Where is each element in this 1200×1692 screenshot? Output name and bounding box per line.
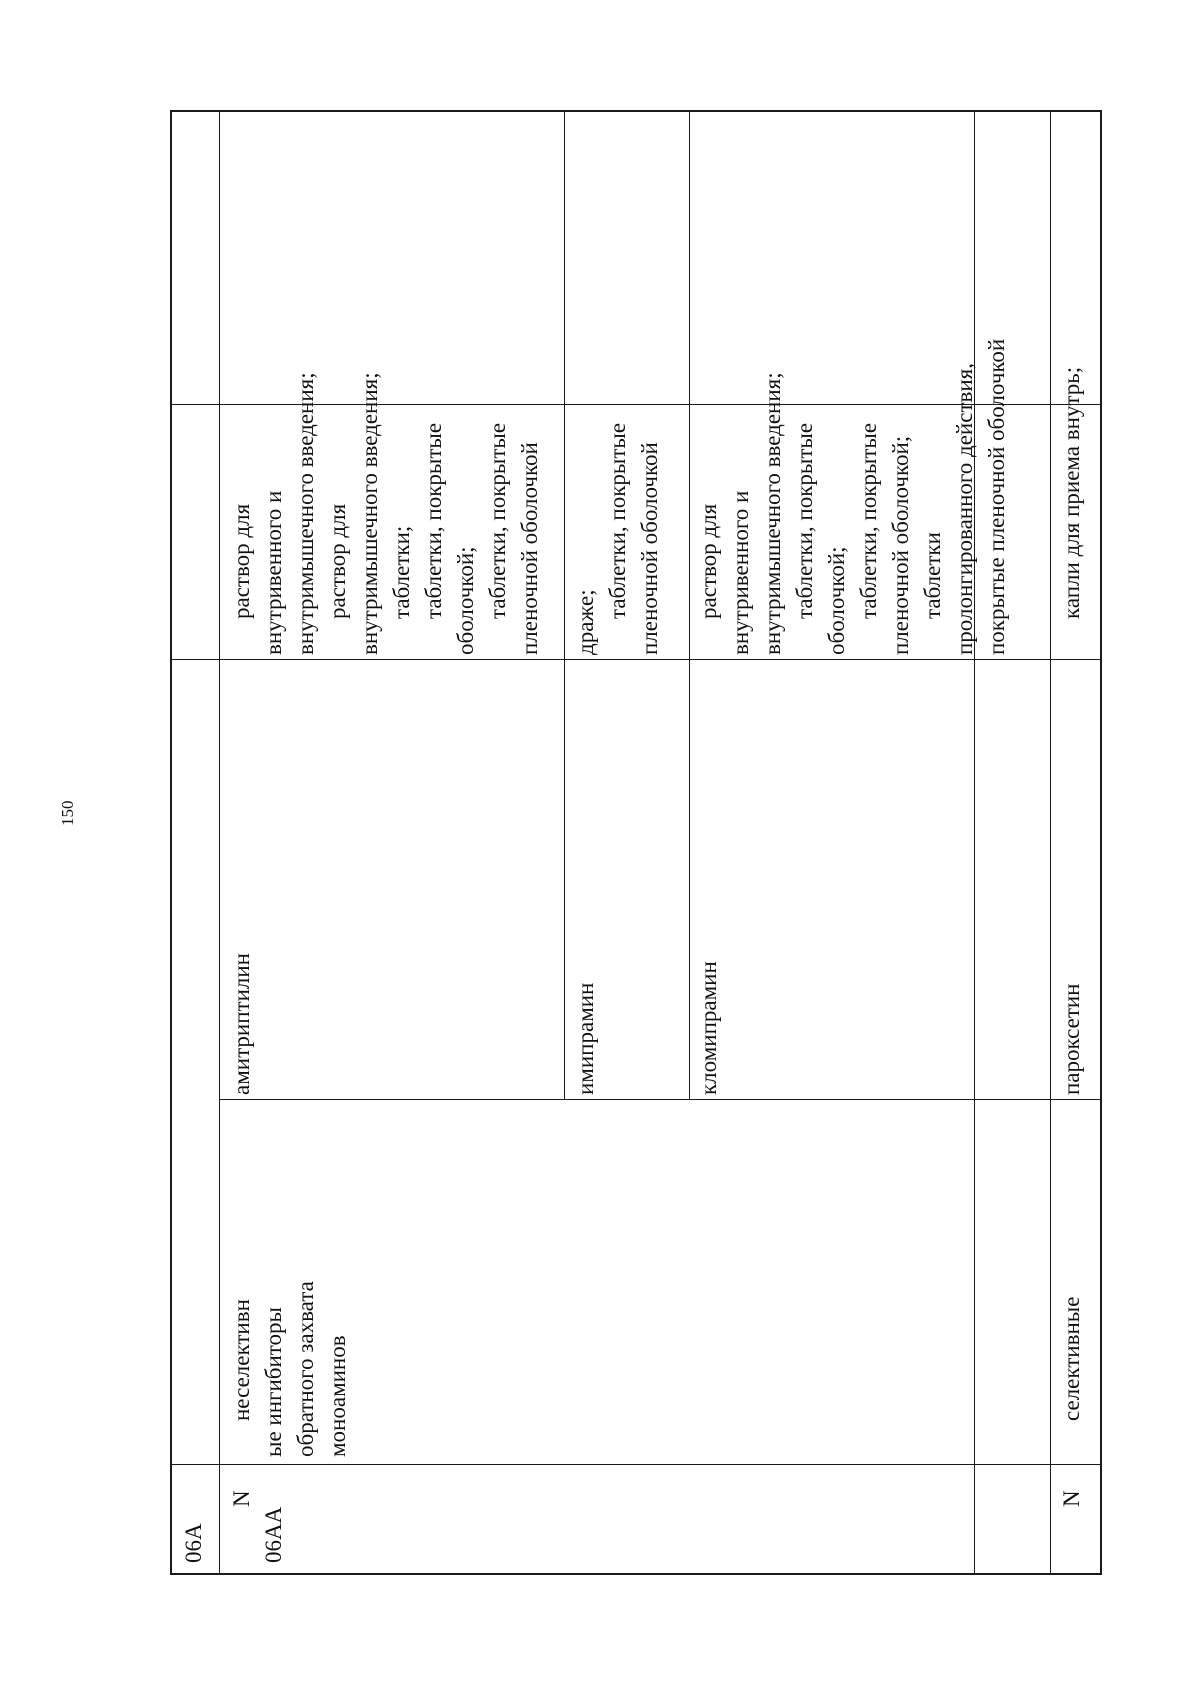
drug-name: пароксетин (1059, 983, 1084, 1095)
dosage-form-cell (693, 235, 1013, 655)
dosage-form-line: таблетки, покрытые (856, 422, 881, 619)
page-number: 150 (58, 800, 77, 826)
atc-code-line: 06AA (261, 1506, 286, 1563)
dosage-form-line: раствор для (229, 503, 254, 619)
table-border-bottom (1100, 110, 1102, 1575)
dosage-form-line: таблетки, покрытые (605, 422, 630, 619)
table-border-right (170, 110, 1102, 112)
atc-code-line: N (1059, 1490, 1084, 1507)
dosage-form-line: пролонгированного действия, (952, 362, 977, 655)
drug-name: кломипрамин (696, 961, 721, 1095)
dosage-form-line: внутримышечного введения; (357, 372, 382, 655)
dosage-form-cell (570, 235, 666, 655)
drug-name-cell (693, 665, 725, 1095)
row-separator (564, 110, 565, 1100)
drug-name: амитриптилин (229, 953, 254, 1095)
dosage-form-line: оболочкой; (824, 546, 849, 655)
group-line: ые ингибиторы (261, 1307, 286, 1457)
dosage-form-line: раствор для (696, 503, 721, 619)
dosage-form-line: таблетки; (389, 525, 414, 619)
group-description-cell (226, 1105, 354, 1457)
dosage-form-line: внутримышечного введения; (293, 372, 318, 655)
group-line: селективные (1059, 1296, 1084, 1421)
rotated-table (170, 110, 1102, 1575)
dosage-form-line: таблетки, покрытые (485, 422, 510, 619)
dosage-form-line: оболочкой; (453, 546, 478, 655)
atc-code-cell (1056, 1469, 1088, 1563)
dosage-form-line: раствор для (325, 503, 350, 619)
section-code-cell (178, 1469, 210, 1563)
dosage-form-line: внутривенного и (261, 490, 286, 655)
row-separator (689, 110, 690, 1100)
dosage-form-line: драже; (573, 589, 598, 655)
column-separator (219, 1099, 1102, 1100)
dosage-form-cell (226, 235, 546, 655)
group-line: обратного захвата (293, 1281, 318, 1457)
dosage-form-line: внутримышечного введения; (760, 372, 785, 655)
dosage-form-line: капли для приема внутрь; (1059, 366, 1084, 619)
table-border-top (170, 110, 172, 1575)
dosage-form-cell (1056, 235, 1088, 655)
drug-name: имипрамин (573, 982, 598, 1095)
row-separator (219, 110, 220, 1575)
table-border-left (170, 1573, 1102, 1575)
dosage-form-line: таблетки (920, 532, 945, 619)
atc-code-cell (226, 1469, 290, 1563)
dosage-form-line: таблетки, покрытые (792, 422, 817, 619)
drug-name-cell (226, 665, 258, 1095)
section-code: 06A (181, 1523, 206, 1563)
group-description-cell (1056, 1105, 1088, 1457)
drug-name-cell (1056, 665, 1088, 1095)
atc-code-line: N (229, 1490, 254, 1507)
column-separator (170, 659, 1102, 660)
dosage-form-line: пленочной оболочкой; (888, 435, 913, 655)
column-separator (170, 1464, 1102, 1465)
row-separator (1050, 110, 1051, 1575)
dosage-form-line: внутривенного и (728, 490, 753, 655)
group-line: неселективн (229, 1299, 254, 1421)
dosage-form-line: покрытые пленочной оболочкой (984, 338, 1009, 655)
dosage-form-line: пленочной оболочкой (637, 442, 662, 655)
group-line: моноаминов (325, 1335, 350, 1457)
dosage-form-line: пленочной оболочкой (517, 442, 542, 655)
drug-name-cell (570, 665, 602, 1095)
dosage-form-line: таблетки, покрытые (421, 422, 446, 619)
